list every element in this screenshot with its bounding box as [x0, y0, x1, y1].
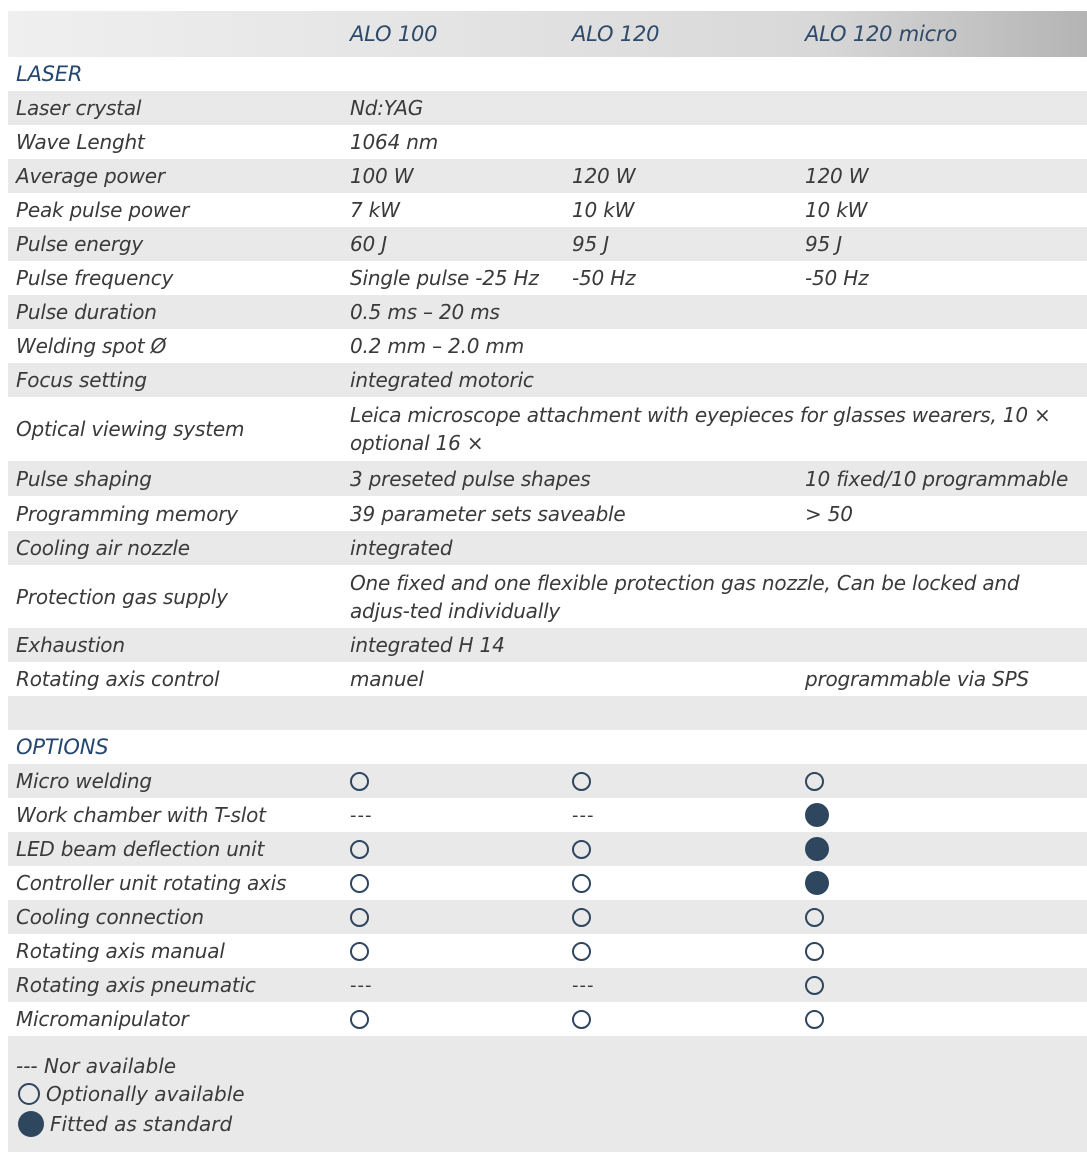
empty-circle-icon	[805, 976, 824, 995]
cell-alo-100: 7 kW	[350, 198, 400, 222]
column-header-alo-120: ALO 120	[572, 22, 660, 46]
legend-optional-label: Optionally available	[46, 1082, 245, 1106]
filled-circle-icon	[18, 1111, 44, 1137]
legend-standard	[18, 1111, 232, 1137]
availability-alo-100	[350, 1002, 369, 1036]
empty-circle-icon	[572, 908, 591, 927]
row-label: Controller unit rotating axis	[16, 871, 287, 895]
table-row	[8, 628, 1087, 662]
legend-none	[16, 1054, 176, 1078]
availability-alo-120	[572, 764, 591, 798]
row-label: Cooling air nozzle	[16, 536, 190, 560]
row-label: Protection gas supply	[16, 584, 228, 609]
laser-section-title: LASER	[16, 62, 83, 86]
table-row	[8, 461, 1087, 496]
row-label: Peak pulse power	[16, 198, 190, 222]
row-label: Pulse frequency	[16, 266, 174, 290]
availability-alo-100	[350, 764, 369, 798]
cell-alo-120-micro: > 50	[805, 501, 853, 526]
table-row	[8, 125, 1087, 159]
availability-alo-100	[350, 968, 373, 1002]
empty-circle-icon	[572, 1010, 591, 1029]
availability-alo-100	[350, 934, 369, 968]
availability-alo-120-micro	[805, 934, 824, 968]
row-label: Pulse shaping	[16, 466, 152, 491]
cell-alo-120-micro: 10 kW	[805, 198, 868, 222]
availability-alo-100	[350, 832, 369, 866]
table-row	[8, 832, 1087, 866]
empty-circle-icon	[572, 840, 591, 859]
table-row	[8, 764, 1087, 798]
cell-alo-120-micro: 95 J	[805, 232, 842, 256]
filled-circle-icon	[805, 871, 829, 895]
table-row	[8, 363, 1087, 397]
cell-alo-100: 1064 nm	[350, 130, 439, 154]
cell-alo-100: integrated H 14	[350, 633, 505, 657]
row-label: Optical viewing system	[16, 417, 245, 441]
availability-alo-120-micro	[805, 764, 824, 798]
cell-alo-120-micro: -50 Hz	[805, 266, 869, 290]
cell-alo-100: Nd:YAG	[350, 96, 424, 120]
section-spacer	[8, 696, 1087, 730]
table-header	[8, 11, 1087, 57]
availability-alo-120	[572, 1002, 591, 1036]
table-row	[8, 900, 1087, 934]
table-row	[8, 798, 1087, 832]
row-label: Work chamber with T-slot	[16, 803, 266, 827]
cell-alo-100: manuel	[350, 667, 424, 691]
legend-none-label: --- Nor available	[16, 1054, 177, 1078]
table-row	[8, 329, 1087, 363]
availability-alo-120-micro	[805, 968, 824, 1002]
empty-circle-icon	[572, 874, 591, 893]
cell-alo-100: 0.5 ms – 20 ms	[350, 300, 500, 324]
cell-alo-120: 95 J	[572, 232, 609, 256]
cell-alo-120: 120 W	[572, 164, 636, 188]
empty-circle-icon	[572, 772, 591, 791]
cell-alo-120-micro: programmable via SPS	[805, 667, 1029, 691]
table-row	[8, 662, 1087, 696]
availability-alo-100	[350, 900, 369, 934]
laser-section-header	[8, 57, 1087, 91]
availability-alo-120	[572, 934, 591, 968]
table-row	[8, 1002, 1087, 1036]
empty-circle-icon	[18, 1083, 40, 1105]
row-label: Laser crystal	[16, 96, 142, 120]
empty-circle-icon	[805, 772, 824, 791]
not-available-mark: ---	[350, 974, 373, 996]
cell-alo-120-micro: 10 fixed/10 programmable	[805, 466, 1069, 491]
cell-all-models: One fixed and one flexible protection gas nozzle, Can be locked and adjus-ted individually	[350, 570, 1020, 623]
availability-alo-120-micro	[805, 832, 829, 866]
empty-circle-icon	[350, 908, 369, 927]
table-row	[8, 261, 1087, 295]
cell-alo-100: 3 preseted pulse shapes	[350, 466, 591, 491]
row-label: LED beam deflection unit	[16, 837, 265, 861]
not-available-mark: ---	[350, 804, 373, 826]
table-row	[8, 159, 1087, 193]
availability-alo-120	[572, 900, 591, 934]
row-label: Micro welding	[16, 769, 152, 793]
empty-circle-icon	[350, 772, 369, 791]
empty-circle-icon	[350, 1010, 369, 1029]
availability-alo-120	[572, 866, 591, 900]
row-label: Pulse energy	[16, 232, 144, 256]
table-row	[8, 531, 1087, 565]
row-label: Wave Lenght	[16, 130, 145, 154]
cell-alo-100: 60 J	[350, 232, 387, 256]
legend	[8, 1036, 1087, 1152]
availability-alo-120	[572, 832, 591, 866]
availability-alo-120-micro	[805, 866, 829, 900]
cell-alo-100: 100 W	[350, 164, 414, 188]
empty-circle-icon	[350, 840, 369, 859]
availability-alo-120-micro	[805, 1002, 824, 1036]
options-section-title: OPTIONS	[16, 735, 109, 759]
row-label: Exhaustion	[16, 633, 125, 657]
legend-optional	[18, 1082, 245, 1106]
availability-alo-100	[350, 798, 373, 832]
empty-circle-icon	[805, 1010, 824, 1029]
row-label: Welding spot Ø	[16, 334, 167, 358]
empty-circle-icon	[805, 908, 824, 927]
availability-alo-100	[350, 866, 369, 900]
table-row	[8, 496, 1087, 531]
row-label: Pulse duration	[16, 300, 157, 324]
empty-circle-icon	[572, 942, 591, 961]
row-label: Focus setting	[16, 368, 147, 392]
empty-circle-icon	[350, 874, 369, 893]
cell-alo-120: 10 kW	[572, 198, 635, 222]
cell-alo-100: Single pulse -25 Hz	[350, 266, 539, 290]
table-row	[8, 295, 1087, 329]
row-label: Micromanipulator	[16, 1007, 189, 1031]
cell-alo-100: 0.2 mm – 2.0 mm	[350, 334, 524, 358]
table-row	[8, 397, 1087, 461]
filled-circle-icon	[805, 837, 829, 861]
table-row	[8, 866, 1087, 900]
filled-circle-icon	[805, 803, 829, 827]
availability-alo-120	[572, 798, 595, 832]
availability-alo-120-micro	[805, 900, 824, 934]
column-header-alo-100: ALO 100	[350, 22, 438, 46]
cell-alo-100: integrated motoric	[350, 368, 534, 392]
availability-alo-120	[572, 968, 595, 1002]
table-row	[8, 934, 1087, 968]
row-label: Rotating axis pneumatic	[16, 973, 256, 997]
row-label: Rotating axis control	[16, 667, 220, 691]
table-row	[8, 193, 1087, 227]
cell-alo-100: integrated	[350, 536, 453, 560]
table-row	[8, 968, 1087, 1002]
not-available-mark: ---	[572, 804, 595, 826]
row-label: Cooling connection	[16, 905, 204, 929]
row-label: Rotating axis manual	[16, 939, 225, 963]
options-section-header	[8, 730, 1087, 764]
empty-circle-icon	[805, 942, 824, 961]
not-available-mark: ---	[572, 974, 595, 996]
row-label: Programming memory	[16, 501, 238, 526]
cell-alo-100: 39 parameter sets saveable	[350, 501, 626, 526]
availability-alo-120-micro	[805, 798, 829, 832]
table-row	[8, 565, 1087, 628]
column-header-alo-120-micro: ALO 120 micro	[805, 22, 958, 46]
cell-alo-120-micro: 120 W	[805, 164, 869, 188]
cell-all-models: Leica microscope attachment with eyepieces for glasses wearers, 10 × optional 16 ×	[350, 403, 1051, 455]
row-label: Average power	[16, 164, 165, 188]
table-row	[8, 227, 1087, 261]
table-row	[8, 91, 1087, 125]
empty-circle-icon	[350, 942, 369, 961]
legend-standard-label: Fitted as standard	[50, 1112, 233, 1136]
cell-alo-120: -50 Hz	[572, 266, 636, 290]
